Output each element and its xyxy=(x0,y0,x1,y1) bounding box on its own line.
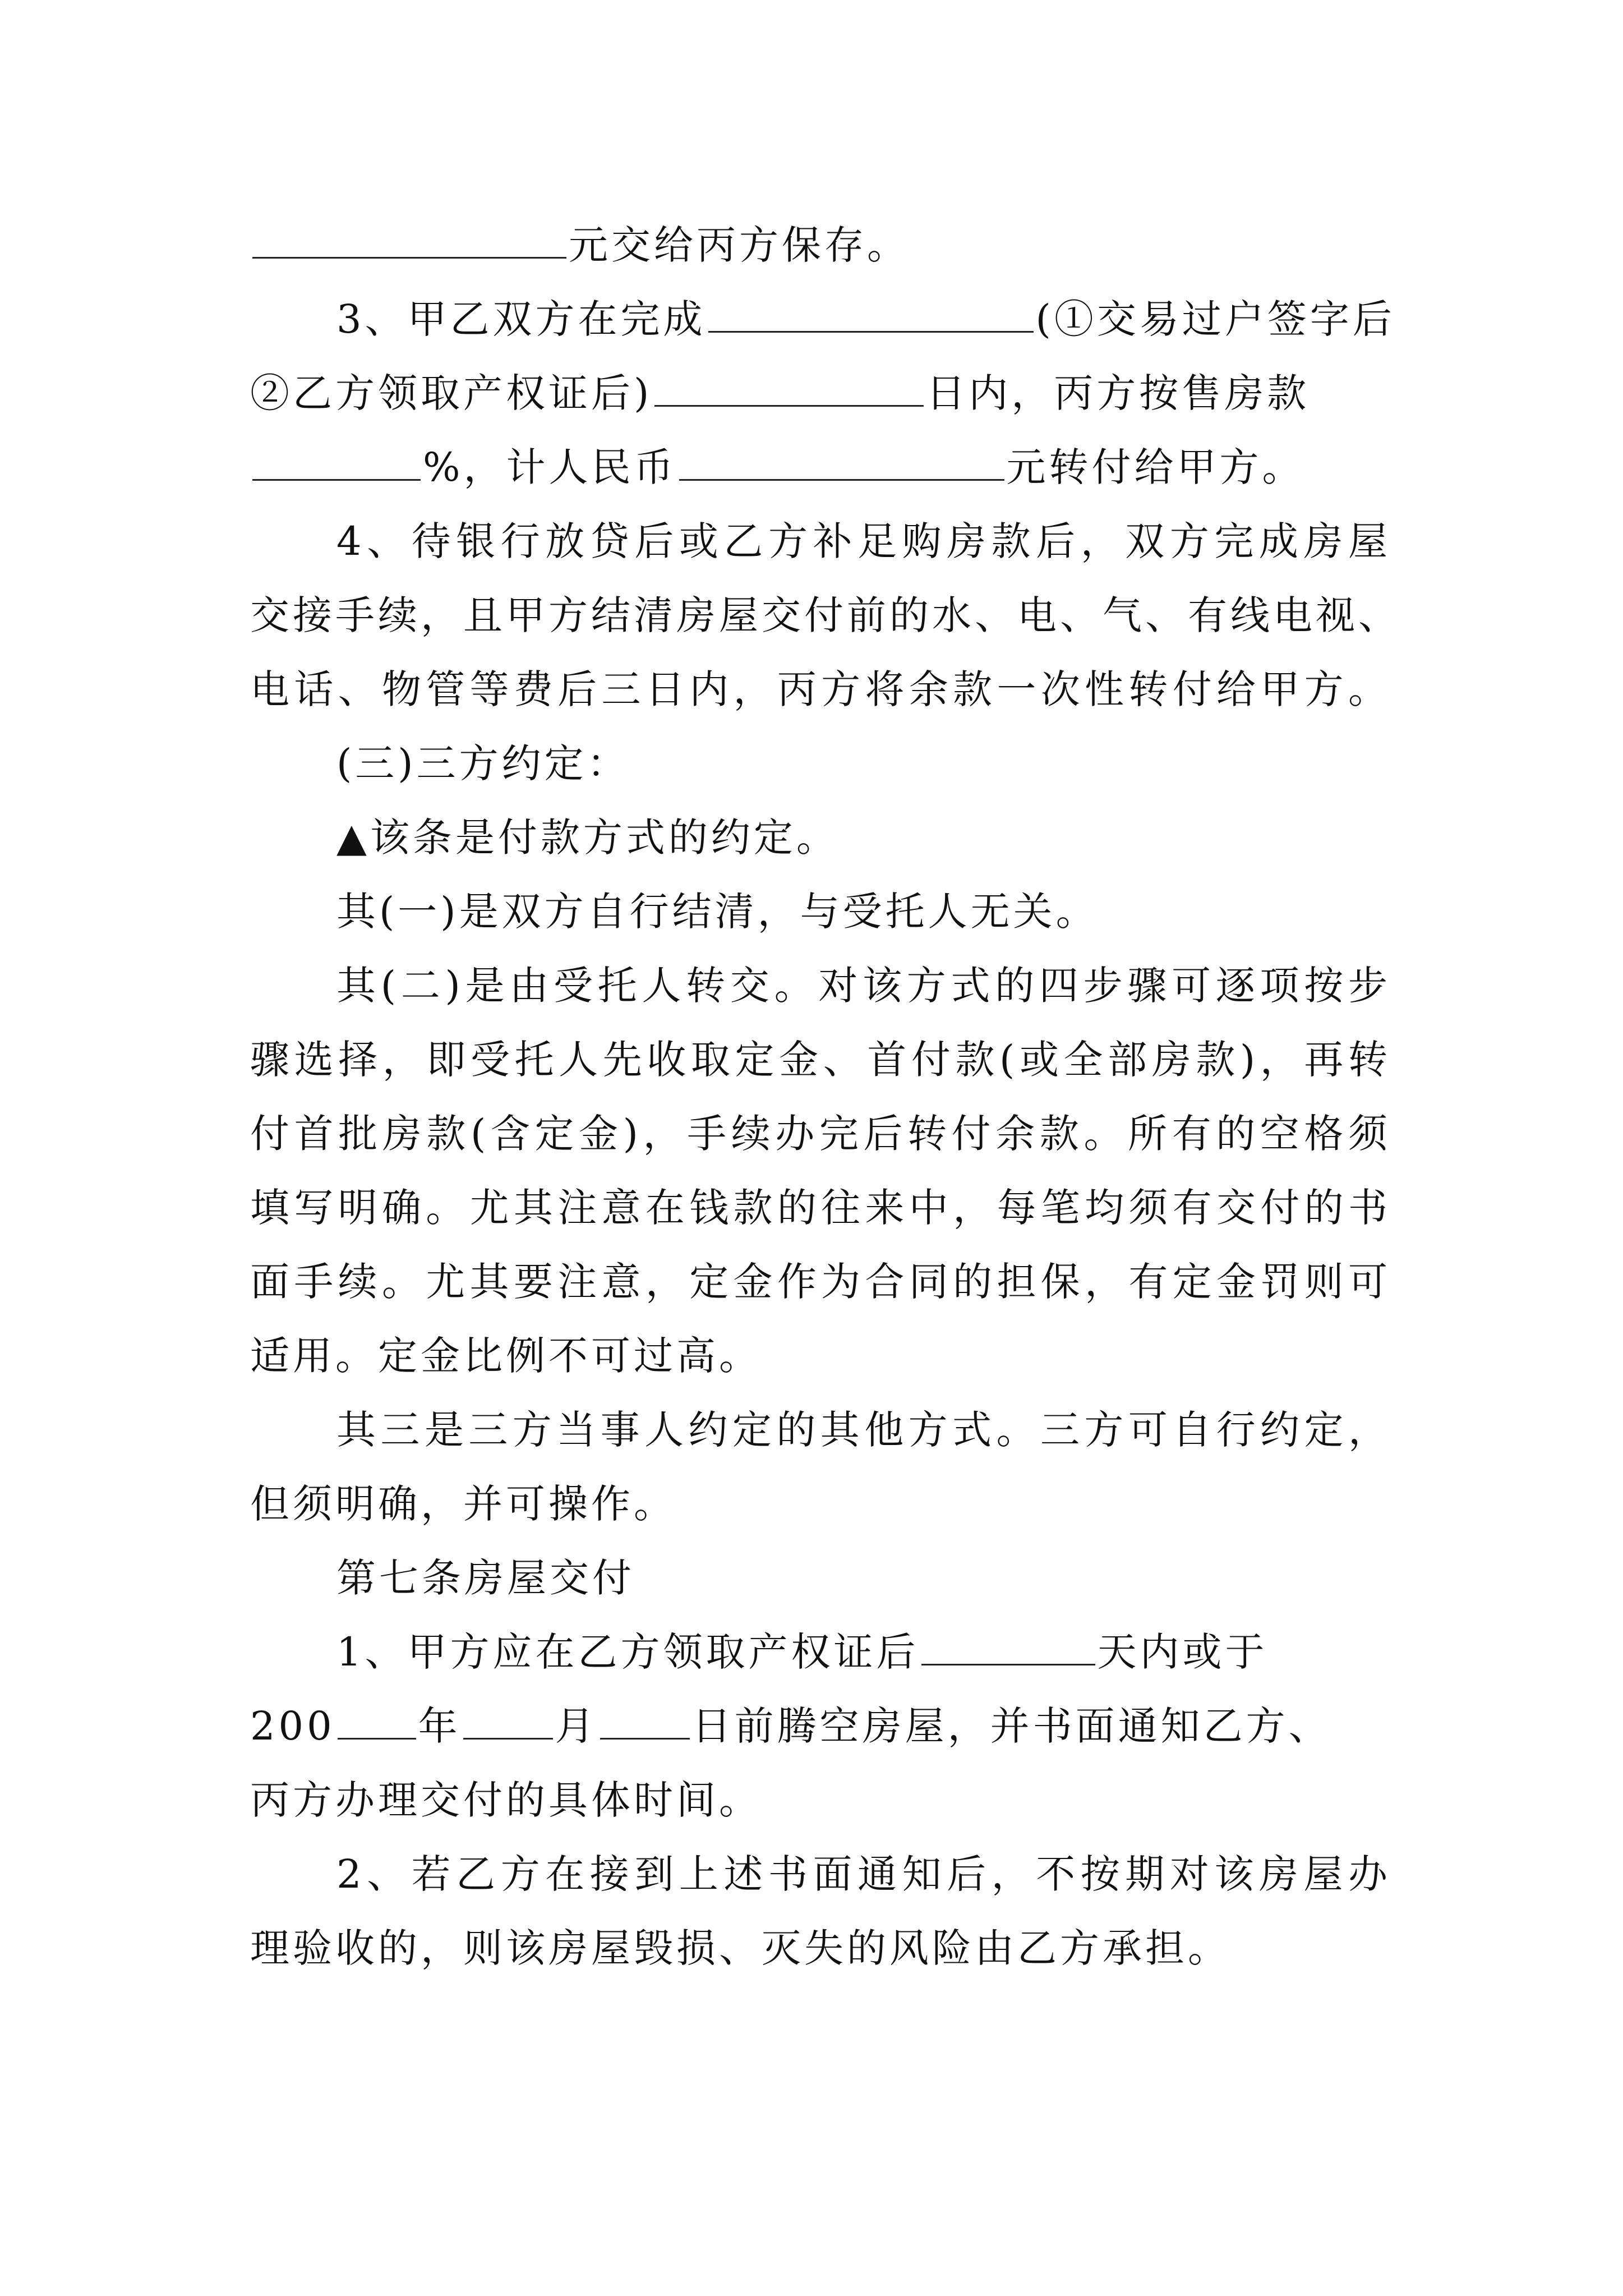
day-blank[interactable] xyxy=(600,1704,690,1740)
text-segment: 1、甲方应在乙方领取产权证后 xyxy=(336,1629,919,1675)
text-line: 但须明确，并可操作。 xyxy=(250,1481,676,1527)
note-line: ▲该条是付款方式的约定。 xyxy=(336,815,839,861)
text-line xyxy=(250,214,1391,276)
clause-2-line: 2、若乙方在接到上述书面通知后，不按期对该房屋办 xyxy=(336,1851,1391,1897)
fill-blank[interactable] xyxy=(679,445,1004,481)
text-segment: 200 xyxy=(250,1703,335,1749)
text-line: 适用。定金比例不可过高。 xyxy=(250,1333,762,1379)
text-line: 其(一)是双方自行结清，与受托人无关。 xyxy=(336,889,1099,935)
fill-blank[interactable] xyxy=(921,1630,1095,1665)
text-line: 理验收的，则该房屋毁损、灭失的风险由乙方承担。 xyxy=(250,1925,1230,1971)
section-heading: (三)三方约定： xyxy=(336,740,630,786)
text-segment: (①交易过户签字后 xyxy=(1035,296,1395,342)
text-line: 丙方办理交付的具体时间。 xyxy=(250,1777,762,1823)
text-line xyxy=(250,362,1391,424)
date-line xyxy=(250,1695,1391,1757)
text-line: 交接手续，且甲方结清房屋交付前的水、电、气、有线电视、 xyxy=(250,592,1401,638)
fill-blank[interactable] xyxy=(708,297,1034,333)
text-line: 面手续。尤其要注意，定金作为合同的担保，有定金罚则可 xyxy=(250,1259,1391,1305)
text-segment: 月 xyxy=(555,1703,598,1749)
text-segment: 日内，丙方按售房款 xyxy=(926,370,1310,416)
text-segment: 元转付给甲方。 xyxy=(1006,444,1305,490)
text-line: 填写明确。尤其注意在钱款的往来中，每笔均须有交付的书 xyxy=(250,1185,1391,1231)
text-segment: 日前腾空房屋，并书面通知乙方、 xyxy=(691,1703,1331,1749)
text-line: 骤选择，即受托人先收取定金、首付款(或全部房款)，再转 xyxy=(250,1037,1391,1083)
text-line: 付首批房款(含定金)，手续办完后转付余款。所有的空格须 xyxy=(250,1111,1391,1157)
clause-3-line xyxy=(336,288,1395,350)
text-line: 其(二)是由受托人转交。对该方式的四步骤可逐项按步 xyxy=(336,963,1391,1009)
year-blank[interactable] xyxy=(338,1704,416,1740)
clause-4-line: 4、待银行放贷后或乙方补足购房款后，双方完成房屋 xyxy=(336,518,1391,564)
month-blank[interactable] xyxy=(463,1704,553,1740)
text-segment: %，计人民币 xyxy=(423,444,677,490)
text-segment: 年 xyxy=(418,1703,461,1749)
clause-1-line xyxy=(336,1621,1391,1683)
text-line xyxy=(250,436,1391,498)
text-line: 电话、物管等费后三日内，丙方将余款一次性转付给甲方。 xyxy=(250,666,1391,712)
text-segment: 元交给丙方保存。 xyxy=(569,222,910,268)
text-segment: 天内或于 xyxy=(1097,1629,1268,1675)
text-line: 其三是三方当事人约定的其他方式。三方可自行约定， xyxy=(336,1407,1391,1453)
text-segment: ②乙方领取产权证后) xyxy=(250,370,653,416)
fill-blank[interactable] xyxy=(252,445,421,481)
text-segment: 3、甲乙双方在完成 xyxy=(336,296,706,342)
fill-blank[interactable] xyxy=(654,371,924,407)
fill-blank[interactable] xyxy=(252,223,566,259)
article-heading: 第七条房屋交付 xyxy=(336,1555,635,1601)
